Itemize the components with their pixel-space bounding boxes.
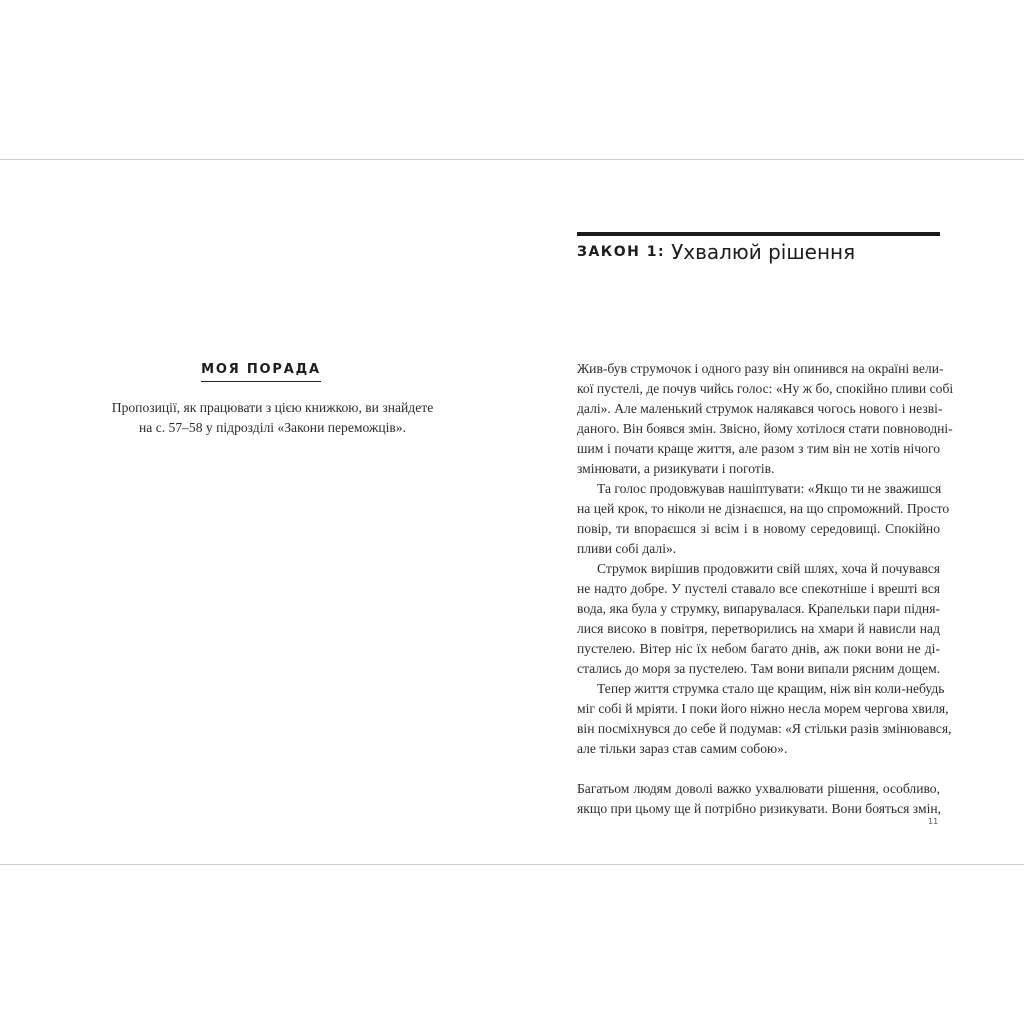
text-line: кої пустелі, де почув чийсь голос: «Ну ж бо, спокійно пливи собі [577,381,954,396]
text-line: повір, ти впораєшся зі всім і в новому середовищі. Спокійно [577,521,940,536]
paragraph-gap [577,759,940,779]
chapter-title-text: Ухвалюй рішення [671,240,856,264]
text-line: лися високо в повітря, перетворились на хмари й нависли над [577,621,940,636]
paragraph [577,779,940,819]
chapter-title [577,240,855,264]
text-line: пустелею. Вітер ніс їх небом багато днів, аж поки вони не ді- [577,641,940,656]
text-line: якщо при цьому ще й потрібно ризикувати. Вони бояться змін, [577,801,942,816]
text-line: але тільки зараз став самим собою». [577,741,788,756]
tip-line: Пропозиції, як працювати з цією книжкою, ви знайдете [111,400,434,415]
page-number: 11 [928,817,939,826]
text-line: Тепер життя струмка стало ще кращим, ніж він коли-небудь [597,681,945,696]
text-line: не надто добре. У пустелі ставало все спекотніше і врешті вся [577,581,940,596]
paragraph [577,679,952,759]
text-line: даного. Він боявся змін. Звісно, йому хотілося стати повноводні- [577,421,953,436]
text-line: Струмок вирішив продовжити свій шлях, хоча й почувався [597,561,940,576]
text-line: Жив-був струмочок і одного разу він опинився на окраїні вели- [577,361,944,376]
tip-text [100,398,445,438]
tip-heading [0,362,522,382]
text-line: змінювати, а ризикувати і поготів. [577,461,775,476]
text-line: Багатьом людям доволі важко ухвалювати рішення, особливо, [577,781,940,796]
paragraph [577,559,940,679]
tip-line: на с. 57–58 у підрозділі «Закони переможців». [138,420,406,435]
chapter-law-label: ЗАКОН 1: [577,244,666,260]
text-line: пливи собі далі». [577,541,677,556]
left-page [0,160,512,864]
text-line: міг собі й мріяти. І поки його ніжно несла морем чергова хвиля, [577,701,949,716]
text-line: вода, яка була у струмку, випарувалася. Крапельки пари підня- [577,601,940,616]
tip-heading-text: МОЯ ПОРАДА [201,362,321,382]
text-line: на цей крок, то ніколи не дізнаєшся, на що спроможний. Просто [577,501,950,516]
text-line: він посміхнувся до себе й подумав: «Я стільки разів змінювався, [577,721,952,736]
right-page [512,160,1024,864]
book-spread [0,159,1024,865]
body-text [577,359,954,819]
text-line: шим і почати краще життя, але разом з тим він не хотів нічого [577,441,940,456]
text-line: Та голос продовжував нашіптувати: «Якщо ти не зважишся [597,481,942,496]
text-line: далі». Але маленький струмок налякався чогось нового і незві- [577,401,943,416]
title-rule [577,232,940,236]
paragraph [577,359,954,479]
text-line: стались до моря за пустелею. Там вони випали рясним дощем. [577,661,941,676]
paragraph [577,479,950,559]
